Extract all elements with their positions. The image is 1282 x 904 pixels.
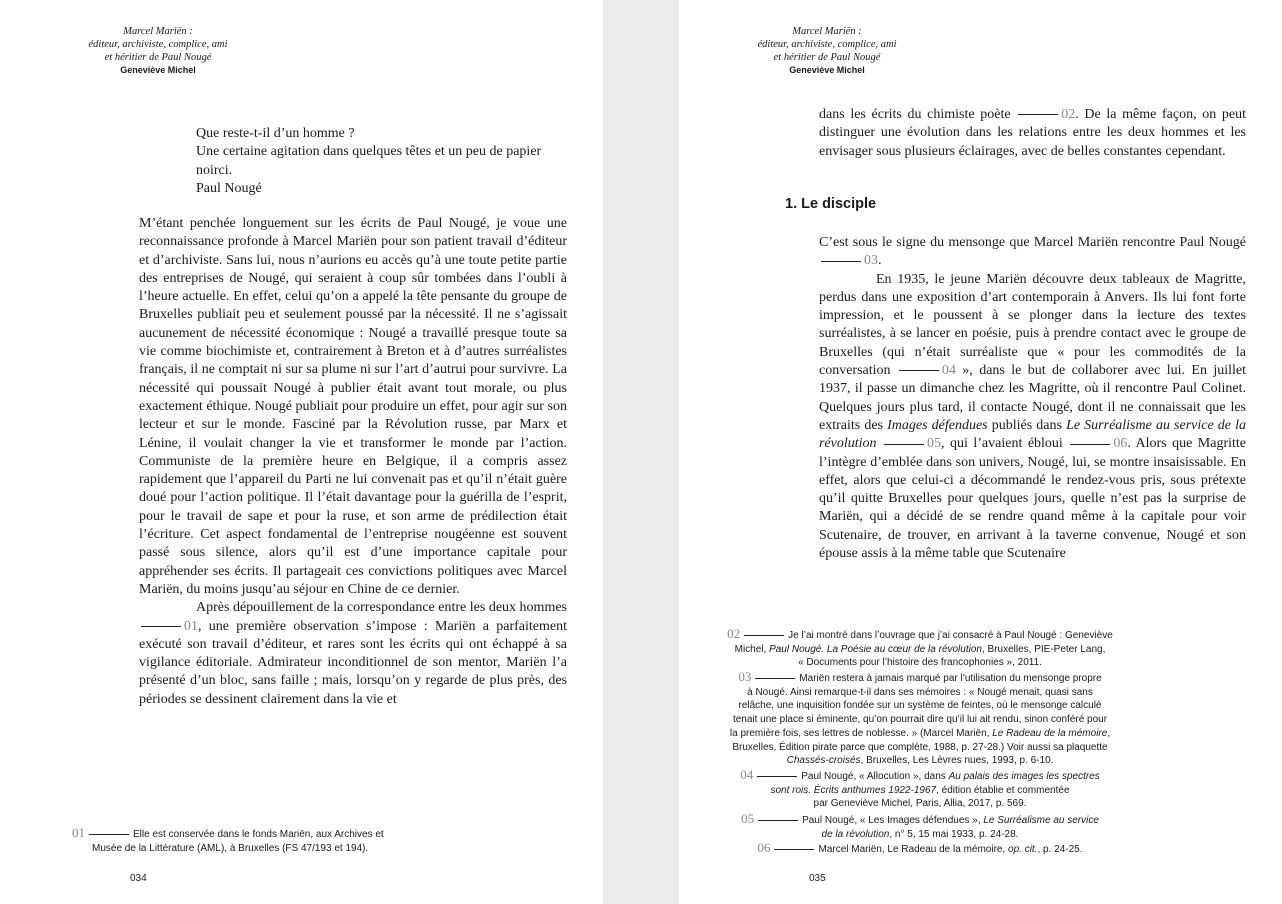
footnote [72, 826, 384, 855]
paragraph: M’étant penchée longuement sur les écrits de Paul Nougé, je voue une reconnaissance profonde à Marcel Mariën pour son patient travail d’éditeur et d’archiviste. Sans lui, nous n’aurions eu accès qu’à une toute petite partie des entreprises de Nougé, qui seraient à coup sûr tombées dans l’oubli à l’heure actuelle. En effet, celui qu’on a appelé la tête pensante du groupe de Bruxelles publiait peu et seulement poussé par la nécessité. Il ne s’agissait aucunement de nécessité économique : Nougé a travaillé presque toute sa vie comme biochimiste et, contrairement à Breton et à d’autres surréalistes français, il ne comptait ni sur sa plume ni sur l’art d’autrui pour survivre. La nécessité qui poussait Nougé à publier était avant tout morale, ou plus exactement éthique. Nougé publiait pour produire un effet, pour agir sur son lecteur et sur le monde. Fasciné par la Révolution russe, par Marx et Lénine, il voulait changer la vie et transformer le monde par l’action. Communiste de la première heure en Belgique, il a compris assez rapidement que l’appareil du Parti ne lui convenait pas et qu’il n’était guère doué pour l’action politique. Il l’était davantage pour la guérilla de l’esprit, pour le travail de sape et pour la ruse, et son arme de prédilection était l’écriture. Cet aspect fondamental de l’entreprise nougéenne est souvent passé sous silence, alors qu’il est d’une importance capitale pour appréhender ses écrits. Il partageait ces convictions politiques avec Marcel Mariën, du moins jusqu’au séjour en Chine de ce dernier. [139, 216, 567, 597]
footnote-text: , p. 24-25. [1037, 844, 1083, 855]
paragraph-text: », dans le but de collaborer avec lui. En juillet 1937, il passe un dimanche chez les Magritte, où il rencontre Paul Colinet. Quelques jours plus tard, il contacte Nougé, dont il ne connaissait que les extraits des [819, 363, 1247, 433]
footnote-text: , Bruxelles, Les Lèvres nues, 1993, p. 6-10. [860, 755, 1054, 767]
header-author: Geneviève Michel [789, 65, 865, 75]
footnote-italic: de la révolution [821, 828, 890, 840]
footnote-reference[interactable] [139, 619, 198, 634]
header-title-line: Marcel Mariën : [792, 26, 862, 37]
footnote-line [715, 670, 1125, 686]
footnote-reference[interactable] [1068, 436, 1127, 451]
reference-rule [141, 626, 181, 627]
header-title-line: et héritier de Paul Nougé [104, 52, 212, 63]
footnote-text: Je l’ai montré dans l’ouvrage que j’ai consacré à Paul Nougé : Geneviève [788, 630, 1113, 641]
left-page [0, 0, 603, 904]
paragraph-text: dans les écrits du chimiste poète [819, 107, 1011, 122]
reference-number: 01 [184, 618, 198, 634]
footnote-line: Bruxelles, Édition pirate parce que complète, 1988, p. 27-28.) Voir aussi sa plaquette [732, 741, 1108, 753]
epigraph-attribution: Paul Nougé [196, 180, 262, 196]
footnote-rule [755, 678, 795, 679]
body-text-continued [819, 106, 1246, 161]
footnote-line: tenait une place si éminente, qu’on pourrait dire qu’il lui ait rendu, sinon conféré pour [732, 714, 1108, 726]
footnote-number: 06 [757, 840, 771, 855]
footnote [715, 812, 1125, 841]
reference-number: 03 [864, 253, 878, 269]
footnote-number: 04 [740, 767, 754, 782]
running-header [717, 25, 937, 77]
footnote-text: Michel, [734, 643, 770, 655]
footnote-text: Paul Nougé, « Les Images défendues », [802, 815, 984, 826]
right-page [679, 0, 1282, 904]
footnote-text: Paul Nougé, « Allocution », dans [801, 771, 949, 782]
footnote-line [715, 768, 1125, 784]
paragraph-text: . [878, 253, 882, 269]
reference-number: 06 [1113, 436, 1128, 452]
footnote-line: par Geneviève Michel, Paris, Allia, 2017, p. 569. [813, 798, 1027, 810]
footnote-number: 03 [738, 669, 752, 684]
footnote-rule [758, 820, 798, 821]
footnote-italic: Le Radeau de la mémoire [992, 727, 1108, 739]
footnote-line: « Documents pour l’histoire des francophonies », 2011. [798, 657, 1042, 669]
header-title-line: et héritier de Paul Nougé [773, 52, 881, 63]
footnote-rule [774, 849, 814, 850]
section-heading: 1. Le disciple [785, 196, 877, 212]
footnote-italic: Paul Nougé. La Poésie au cœur de la révolution [769, 643, 982, 655]
paragraph [139, 599, 567, 709]
footnote-text: , [1107, 727, 1111, 739]
body-text [819, 234, 1246, 563]
paragraph-text: publiés dans [987, 417, 1067, 433]
footnote-text: , n° 5, 15 mai 1933, p. 24-28. [889, 828, 1019, 840]
epigraph-line: noirci. [196, 162, 233, 178]
reference-number: 02 [1061, 107, 1076, 122]
header-title-line: Marcel Mariën : [123, 26, 193, 37]
footnote-number: 05 [741, 811, 755, 826]
footnote-line: relâche, une inquisition fondée sur un système de feintes, où le mensonge calculé [738, 700, 1102, 712]
paragraph-text: . Alors que Magritte l’intègre d’emblée dans son univers, Nougé, lui, se montre insaisissable. En effet, alors que celui-ci a décommandé le rendez-vous pris, sous prétexte qu’il quitte Bruxelles pour quelques jours, quelle n’est pas la surprise de Mariën, qui a décidé de se rendre quand même à la capitale pour voir Scutenaire, de trouver, en arrivant à la taverne convenue, Nougé et son épouse assis à la même table que Scutenaire [819, 436, 1247, 562]
footnote-rule [757, 776, 797, 777]
epigraph-line: Une certaine agitation dans quelques têtes et un peu de papier [196, 144, 542, 160]
footnote-text: , édition établie et commentée [936, 784, 1070, 796]
page-number: 034 [130, 873, 147, 884]
footnote-line: à Nougé. Ainsi remarque-t-il dans ses mémoires : « Nougé menait, quasi sans [747, 686, 1093, 698]
footnote-line [715, 784, 1125, 798]
footnote-line [715, 812, 1125, 828]
running-header [48, 25, 268, 77]
footnote-rule [89, 834, 129, 835]
header-title-line: éditeur, archiviste, complice, ami [757, 39, 897, 50]
footnote-reference[interactable] [819, 253, 878, 268]
footnote-line [715, 727, 1125, 741]
footnote-number: 02 [727, 626, 741, 641]
paragraph [819, 234, 1246, 271]
footnote [715, 627, 1125, 670]
reference-rule [884, 444, 924, 445]
footnote-italic: op. cit. [1008, 844, 1038, 855]
paragraph [819, 271, 1246, 564]
footnote-line [715, 643, 1125, 657]
footnote-reference[interactable] [1016, 107, 1075, 122]
footnote-reference[interactable] [897, 363, 956, 378]
footnote-line [715, 754, 1125, 768]
footnote-line [715, 828, 1125, 842]
footnote-line [715, 627, 1125, 643]
paragraph [819, 106, 1246, 161]
footnote-text: Mariën restera à jamais marqué par l’utilisation du mensonge propre [799, 673, 1102, 684]
footnote-text: , Bruxelles, PIE-Peter Lang, [981, 643, 1106, 655]
italic-title: Images défendues [887, 417, 988, 433]
reference-rule [821, 261, 861, 262]
italic-title: Le Surréalisme au service de la révolution [819, 417, 1247, 452]
footnote-line [72, 826, 384, 842]
footnote [715, 841, 1125, 857]
paragraph-text: . De la même façon, on peut distinguer une évolution dans les relations entre les deux hommes et les envisager sous plusieurs éclairages, avec de belles constantes cependant. [819, 107, 1246, 159]
header-author: Geneviève Michel [120, 65, 196, 75]
reference-number: 05 [927, 436, 942, 452]
footnote-text: la première fois, ses lettres de noblesse. » (Marcel Mariën, [729, 727, 993, 739]
epigraph-line: Que reste-t-il d’un homme ? [196, 126, 355, 141]
reference-rule [1070, 444, 1110, 445]
footnote-line: Musée de la Littérature (AML), à Bruxelles (FS 47/193 et 194). [92, 842, 369, 854]
paragraph-text: Après dépouillement de la correspondance entre les deux hommes [196, 600, 567, 616]
footnote-italic: Chassés-croisés [786, 755, 861, 767]
spread-gutter [603, 0, 679, 904]
paragraph-text: En 1935, le jeune Mariën découvre deux tableaux de Magritte, perdus dans une exposition d’art contemporain à Anvers. Ils lui font forte impression, et le poussent à se plonger dans la lecture des textes surréalistes, à se lancer en poésie, puis à prendre contact avec le groupe de Bruxelles (qui n’était surréaliste que « pour les commodités de la conversation [819, 271, 1246, 379]
footnote-italic: Au palais des images les spectres [948, 771, 1100, 782]
footnote-number: 01 [72, 825, 85, 840]
epigraph [196, 125, 568, 198]
footnote-italic: sont rois. Écrits anthumes 1922-1967 [770, 784, 937, 796]
reference-rule [899, 370, 939, 371]
footnote-reference[interactable] [882, 436, 941, 451]
footnote-text: Elle est conservée dans le fonds Mariën, aux Archives et [133, 829, 384, 840]
paragraph-text: , qui l’avaient ébloui [941, 436, 1063, 452]
footnote-text: Marcel Mariën, Le Radeau de la mémoire, [818, 844, 1009, 855]
footnote-line [715, 841, 1125, 857]
footnote-rule [744, 635, 784, 636]
footnote-italic: Le Surréalisme au service [983, 815, 1099, 826]
reference-number: 04 [941, 363, 956, 379]
paragraph-text: , une première observation s’impose : Mariën a parfaitement exécuté son travail d’éditeur, et rares sont les écrits qui ont échappé à sa vigilance éditoriale. Admirateur inconditionnel de son mentor, Mariën l’a présenté d’un bloc, sans faille ; mais, lorsqu’on y regarde de plus près, des périodes se dessinent clairement dans la vie et [139, 618, 567, 707]
header-title-line: éditeur, archiviste, complice, ami [88, 39, 228, 50]
page-number: 035 [809, 873, 826, 884]
footnote [715, 670, 1125, 768]
body-text [139, 215, 567, 709]
paragraph-text: C’est sous le signe du mensonge que Marcel Mariën rencontre Paul Nougé [819, 235, 1246, 250]
reference-rule [1018, 114, 1058, 115]
footnote [715, 768, 1125, 811]
